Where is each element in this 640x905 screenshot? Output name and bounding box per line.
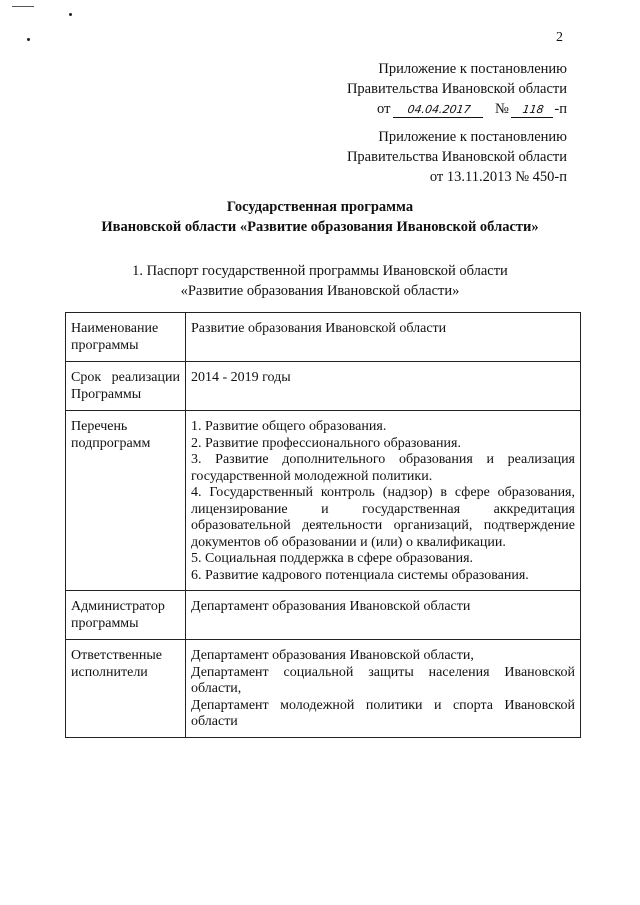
table-row (66, 362, 581, 411)
list-item: 2. Развитие профессионального образования. (191, 435, 461, 451)
list-item: 4. Государственный контроль (надзор) в сфере образования, лицензирование и государственная аккредитация образовательной деятельности организаций, подтверждение документов об образовании и (или) о квалификации. (191, 485, 575, 550)
section-heading (0, 261, 640, 301)
date-prefix: от (377, 101, 391, 117)
row-label: Срок реализации Программы (66, 362, 186, 411)
table-row (66, 640, 581, 738)
list-item: Департамент образования Ивановской области, (191, 648, 474, 663)
row-label: Наименование программы (66, 313, 186, 362)
appendix-date-line (347, 99, 567, 119)
list-item: Департамент социальной защиты населения Ивановской области, (191, 664, 575, 696)
appendix-line: Правительства Ивановской области (346, 149, 567, 165)
table-row (66, 591, 581, 640)
handwritten-number: 118 (511, 103, 555, 118)
document-title (0, 197, 640, 237)
appendix-line: Приложение к постановлению (378, 129, 567, 145)
list-item: 5. Социальная поддержка в сфере образования. (191, 551, 474, 566)
number-sign: № (494, 101, 509, 117)
appendix-line: от 13.11.2013 № 450-п (429, 169, 567, 185)
list-item: Департамент молодежной политики и спорта Ивановской области (191, 697, 575, 729)
row-value-list (186, 640, 581, 738)
table-row (66, 411, 581, 591)
row-label: Ответственные исполнители (66, 640, 186, 738)
list-item: 6. Развитие кадрового потенциала системы образования. (191, 567, 529, 583)
section-heading-line: 1. Паспорт государственной программы Ивановской области (132, 263, 508, 279)
passport-table (65, 312, 581, 738)
list-item: 1. Развитие общего образования. (191, 419, 387, 434)
title-line: Государственная программа (226, 199, 414, 215)
title-line: Ивановской области «Развитие образования Ивановской области» (101, 219, 539, 235)
scan-artifact-dot (27, 38, 30, 41)
scan-artifact-line (12, 6, 34, 7)
row-value: Департамент образования Ивановской области (186, 591, 581, 640)
scan-artifact-dot (69, 13, 72, 16)
appendix-line: Приложение к постановлению (378, 61, 567, 77)
row-value: 2014 - 2019 годы (186, 362, 581, 411)
appendix-line: Правительства Ивановской области (346, 81, 567, 97)
number-suffix: -п (554, 101, 567, 117)
appendix-original-block (347, 127, 567, 187)
section-heading-line: «Развитие образования Ивановской области» (180, 283, 460, 299)
appendix-amendment-block (347, 59, 567, 119)
list-item: 3. Развитие дополнительного образования и реализация государственной молодежной политики. (191, 452, 575, 484)
row-label: Администратор программы (66, 591, 186, 640)
row-value-list (186, 411, 581, 591)
row-value: Развитие образования Ивановской области (186, 313, 581, 362)
page-number: 2 (556, 30, 563, 45)
handwritten-date: 04.04.2017 (393, 103, 485, 118)
row-label: Перечень подпрограмм (66, 411, 186, 591)
table-row (66, 313, 581, 362)
